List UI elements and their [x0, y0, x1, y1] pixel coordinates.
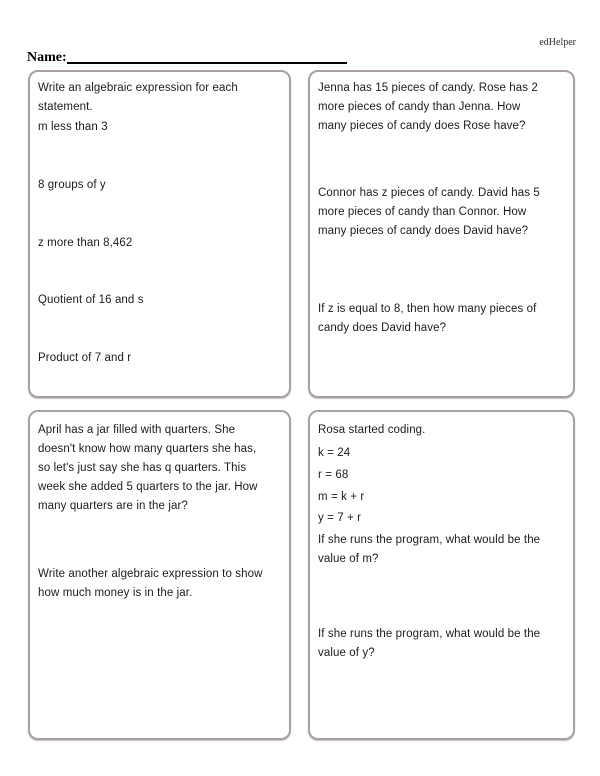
text-line: Write another algebraic expression to show [38, 568, 263, 580]
text-line: more pieces of candy than Connor. How [318, 206, 527, 218]
question-money-expression [38, 565, 287, 603]
text-line: If she runs the program, what would be the [318, 628, 541, 640]
expression-item-m-less-than-3: m less than 3 [38, 121, 108, 133]
text-line: more pieces of candy than Jenna. How [318, 101, 521, 113]
problem-box-coding [308, 410, 575, 740]
question-value-of-m [318, 531, 571, 569]
text-line: value of m? [318, 553, 379, 565]
expressions-prompt [38, 79, 287, 117]
text-line: April has a jar filled with quarters. She [38, 424, 236, 436]
question-april-jar [38, 421, 287, 516]
text-line: statement. [38, 101, 93, 113]
code-line-k: k = 24 [318, 447, 351, 459]
text-line: Connor has z pieces of candy. David has 5 [318, 187, 540, 199]
name-label: Name: [27, 50, 67, 65]
question-value-of-y [318, 625, 571, 663]
text-line: many pieces of candy does Rose have? [318, 120, 526, 132]
expression-item-8-groups-of-y: 8 groups of y [38, 179, 106, 191]
text-line: value of y? [318, 647, 375, 659]
code-line-m: m = k + r [318, 491, 365, 503]
problem-box-candy [308, 70, 575, 398]
text-line: Jenna has 15 pieces of candy. Rose has 2 [318, 82, 538, 94]
text-line: many pieces of candy does David have? [318, 225, 529, 237]
text-line: many quarters are in the jar? [38, 500, 188, 512]
expression-item-z-more-than: z more than 8,462 [38, 237, 133, 249]
edhelper-logo: edHelper [539, 37, 576, 48]
text-line: If she runs the program, what would be the [318, 534, 541, 546]
text-line: how much money is in the jar. [38, 587, 193, 599]
question-z-equals-8 [318, 300, 571, 338]
problem-box-expressions [28, 70, 291, 398]
question-jenna-rose [318, 79, 571, 136]
question-connor-david [318, 184, 571, 241]
name-blank-line [67, 49, 347, 64]
coding-intro: Rosa started coding. [318, 424, 426, 436]
code-line-r: r = 68 [318, 469, 349, 481]
text-line: week she added 5 quarters to the jar. How [38, 481, 258, 493]
text-line: so let's just say she has q quarters. This [38, 462, 247, 474]
text-line: doesn't know how many quarters she has, [38, 443, 257, 455]
text-line: Write an algebraic expression for each [38, 82, 238, 94]
expression-item-quotient: Quotient of 16 and s [38, 294, 144, 306]
expression-item-product: Product of 7 and r [38, 352, 132, 364]
code-line-y: y = 7 + r [318, 512, 362, 524]
text-line: candy does David have? [318, 322, 447, 334]
text-line: If z is equal to 8, then how many pieces of [318, 303, 537, 315]
problem-box-quarters [28, 410, 291, 740]
